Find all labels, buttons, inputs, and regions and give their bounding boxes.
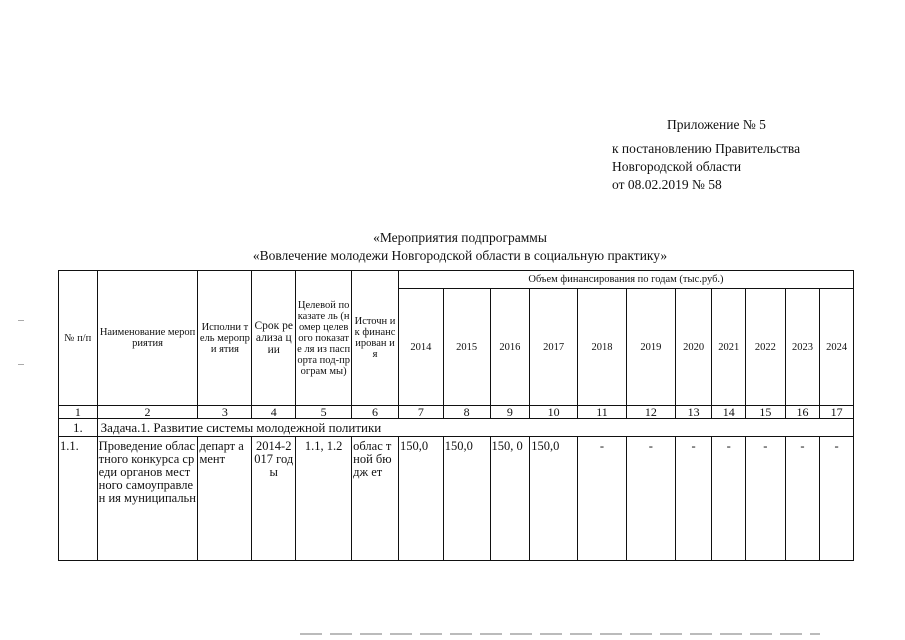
task-num: 1. (59, 419, 98, 437)
next-page-edge (300, 633, 820, 635)
appendix-line-1: к постановлению Правительства (612, 141, 801, 156)
header-year: 2020 (675, 289, 712, 406)
index-cell: 12 (626, 406, 675, 419)
index-cell: 16 (785, 406, 820, 419)
index-cell: 8 (443, 406, 490, 419)
row-value: 150,0 (398, 437, 443, 561)
index-cell: 2 (97, 406, 198, 419)
appendix-block (612, 116, 800, 194)
row-num: 1.1. (59, 437, 98, 561)
header-executor: Исполни тель меропри ятия (198, 271, 252, 406)
row-value: 150,0 (443, 437, 490, 561)
task-text: Задача.1. Развитие системы молодежной политики (97, 419, 853, 437)
document-title (180, 229, 740, 265)
row-term: 2014-2017 годы (252, 437, 296, 561)
index-cell: 11 (578, 406, 627, 419)
header-term: Срок реализа ции (252, 271, 296, 406)
header-year: 2015 (443, 289, 490, 406)
index-cell: 4 (252, 406, 296, 419)
row-target: 1.1, 1.2 (296, 437, 352, 561)
header-funding: Объем финансирования по годам (тыс.руб.) (398, 271, 853, 289)
header-year: 2024 (820, 289, 854, 406)
appendix-line-3: от 08.02.2019 № 58 (612, 177, 722, 192)
index-cell: 10 (530, 406, 578, 419)
header-year: 2022 (745, 289, 785, 406)
header-year: 2017 (530, 289, 578, 406)
header-year: 2023 (785, 289, 820, 406)
appendix-line-2: Новгородской области (612, 159, 742, 174)
index-cell: 6 (352, 406, 399, 419)
header-year: 2018 (578, 289, 627, 406)
header-target: Целевой показате ль (номер целевого показате ля из паспорта под-програм мы) (296, 271, 352, 406)
index-cell: 7 (398, 406, 443, 419)
row-name: Проведение областного конкурса среди органов местного самоуправлен ия муниципальн (97, 437, 198, 561)
header-num: № п/п (59, 271, 98, 406)
row-value: - (578, 437, 627, 561)
header-year: 2016 (490, 289, 530, 406)
row-value: - (712, 437, 746, 561)
header-year: 2014 (398, 289, 443, 406)
row-value: - (820, 437, 854, 561)
title-line-1: «Мероприятия подпрограммы (373, 230, 547, 245)
index-cell: 5 (296, 406, 352, 419)
row-value: - (626, 437, 675, 561)
scan-mark (18, 320, 24, 321)
index-cell: 13 (675, 406, 712, 419)
index-cell: 3 (198, 406, 252, 419)
row-executor: департ амент (198, 437, 252, 561)
row-value: 150,0 (530, 437, 578, 561)
index-cell: 9 (490, 406, 530, 419)
header-source: Источн ик финанс ирован ия (352, 271, 399, 406)
index-cell: 17 (820, 406, 854, 419)
index-cell: 1 (59, 406, 98, 419)
header-year: 2021 (712, 289, 746, 406)
header-name: Наименование мероприятия (97, 271, 198, 406)
index-cell: 15 (745, 406, 785, 419)
row-value: 150, 0 (490, 437, 530, 561)
header-year: 2019 (626, 289, 675, 406)
index-cell: 14 (712, 406, 746, 419)
row-value: - (785, 437, 820, 561)
measures-table (58, 270, 854, 561)
row-value: - (745, 437, 785, 561)
row-value: - (675, 437, 712, 561)
scan-mark (18, 364, 24, 365)
appendix-number: Приложение № 5 (667, 117, 766, 132)
title-line-2: «Вовлечение молодежи Новгородской области в социальную практику» (252, 248, 668, 263)
row-source: облас тной бюдж ет (352, 437, 399, 561)
